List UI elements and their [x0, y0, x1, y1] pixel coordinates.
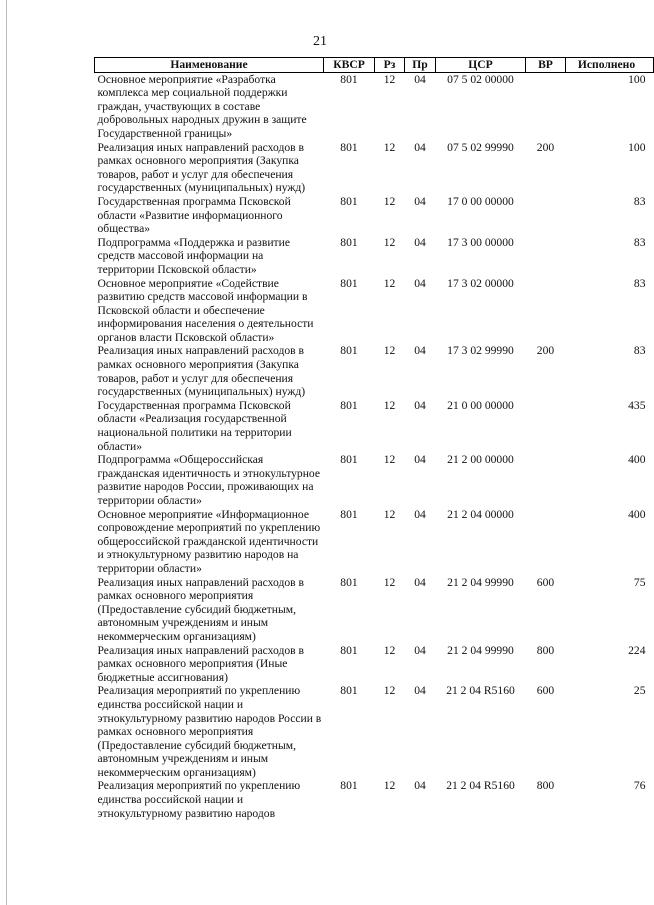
cell-executed: 83: [633, 235, 646, 249]
cell-vr: [526, 277, 566, 345]
cell-name: Реализация иных направлений расходов в рамках основного мероприятия (Закупка товаров, работ и услуг для обеспечения государственных (муниципальных) нужд): [97, 344, 306, 399]
cell-csr: 21 2 04 R5160: [446, 779, 515, 793]
cell-rz: 12: [383, 344, 396, 358]
cell-pr: 04: [414, 276, 426, 290]
col-header-pr: Пр: [405, 58, 436, 73]
cell-rz: 12: [383, 276, 396, 290]
table-row: [95, 779, 654, 820]
cell-vr: [526, 236, 566, 277]
header-row: [95, 58, 654, 73]
table-row: [95, 684, 654, 779]
cell-executed: 25: [633, 684, 646, 698]
cell-pr: 04: [414, 643, 426, 657]
cell-pr: 04: [414, 398, 426, 412]
cell-vr: [526, 195, 566, 236]
cell-pr: 04: [414, 235, 426, 249]
cell-csr: 17 3 00 00000: [447, 235, 514, 249]
cell-csr: 07 5 02 99990: [447, 140, 514, 154]
table-row: [95, 72, 654, 140]
cell-executed: 400: [628, 507, 646, 521]
table-row: [95, 344, 654, 398]
cell-name: Государственная программа Псковской области «Реализация государственной национальной политики на территории области»: [97, 398, 292, 453]
cell-rz: 12: [383, 72, 396, 86]
cell-executed: 83: [633, 194, 646, 208]
cell-rz: 12: [383, 453, 396, 467]
cell-executed: 400: [628, 453, 646, 467]
cell-pr: 04: [414, 684, 426, 698]
cell-name: Реализация мероприятий по укреплению единства российской нации и этнокультурному развитию народов: [97, 779, 301, 820]
cell-rz: 12: [383, 684, 396, 698]
cell-name: Основное мероприятие «Содействие развитию средств массовой информации в Псковской области и обеспечение информирования населения о деятельности органов власти Псковской области»: [97, 276, 314, 344]
cell-name: Подпрограмма «Поддержка и развитие средств массовой информации на территории Псковской области»: [97, 235, 290, 276]
cell-csr: 07 5 02 00000: [447, 72, 514, 86]
cell-kvsr: 801: [340, 194, 358, 208]
cell-rz: 12: [383, 398, 396, 412]
cell-rz: 12: [383, 643, 396, 657]
col-header-vr: ВР: [526, 58, 566, 73]
cell-rz: 12: [383, 507, 396, 521]
cell-csr: 21 2 04 99990: [447, 575, 514, 589]
cell-executed: 83: [633, 276, 646, 290]
cell-kvsr: 801: [340, 684, 358, 698]
cell-pr: 04: [414, 575, 426, 589]
cell-csr: 21 0 00 00000: [447, 398, 514, 412]
scan-edge-mark: [6, 0, 7, 905]
cell-name: Реализация иных направлений расходов в рамках основного мероприятия (Закупка товаров, работ и услуг для обеспечения государственных (муниципальных) нужд): [97, 140, 306, 195]
cell-executed: 75: [633, 575, 646, 589]
cell-executed: 224: [628, 643, 646, 657]
cell-name: Подпрограмма «Общероссийская гражданская идентичность и этнокультурное развитие народов России, проживающих на территории области»: [97, 453, 321, 507]
cell-name: Основное мероприятие «Разработка комплекса мер социальной поддержки граждан, участвующих в составе добровольных народных дружин в защите Государственной границы»: [97, 72, 307, 140]
page-number: 21: [313, 34, 327, 49]
cell-vr: [526, 453, 566, 507]
cell-executed: 100: [628, 140, 646, 154]
cell-executed: 83: [633, 344, 646, 358]
cell-kvsr: 801: [340, 344, 358, 358]
col-header-kvsr: КВСР: [324, 58, 375, 73]
cell-vr: [526, 508, 566, 576]
cell-kvsr: 801: [340, 453, 358, 467]
cell-csr: 17 3 02 99990: [447, 344, 514, 358]
cell-rz: 12: [383, 194, 396, 208]
table-row: [95, 195, 654, 236]
cell-vr: 200: [536, 140, 555, 154]
cell-kvsr: 801: [340, 398, 358, 412]
cell-kvsr: 801: [340, 140, 358, 154]
cell-rz: 12: [383, 235, 396, 249]
table-row: [95, 576, 654, 644]
cell-pr: 04: [414, 194, 426, 208]
cell-pr: 04: [414, 344, 426, 358]
table-row: [95, 508, 654, 576]
cell-vr: 600: [536, 575, 555, 589]
table-body: [95, 72, 654, 820]
cell-executed: 76: [633, 779, 646, 793]
cell-name: Реализация мероприятий по укреплению единства российской нации и этнокультурному развитию народов России в рамках основного мероприятия (Предоставление субсидий бюджетным, автономным учреждениям и иным некоммерческим организациям): [97, 684, 322, 779]
col-header-executed: Исполнено: [566, 58, 654, 73]
cell-kvsr: 801: [340, 507, 358, 521]
cell-vr: [526, 72, 566, 140]
cell-csr: 17 0 00 00000: [447, 194, 514, 208]
cell-kvsr: 801: [340, 235, 358, 249]
table-row: [95, 236, 654, 277]
col-header-name: Наименование: [95, 58, 324, 73]
cell-csr: 21 2 04 R5160: [446, 684, 515, 698]
cell-executed: 100: [628, 72, 646, 86]
cell-name: Реализация иных направлений расходов в рамках основного мероприятия (Предоставление субсидий бюджетным, автономным учреждениям и иным некоммерческим организациям): [97, 575, 304, 643]
col-header-csr: ЦСР: [436, 58, 526, 73]
cell-name: Реализация иных направлений расходов в рамках основного мероприятия (Иные бюджетные ассигнования): [97, 643, 304, 684]
table-row: [95, 141, 654, 195]
cell-name: Государственная программа Псковской области «Развитие информационного общества»: [97, 194, 291, 236]
cell-csr: 17 3 02 00000: [447, 276, 514, 290]
cell-pr: 04: [414, 507, 426, 521]
cell-rz: 12: [383, 140, 396, 154]
table-row: [95, 399, 654, 453]
cell-kvsr: 801: [340, 643, 358, 657]
budget-table: [94, 57, 654, 820]
cell-kvsr: 801: [340, 575, 358, 589]
cell-name: Основное мероприятие «Информационное сопровождение мероприятий по укреплению общероссийской гражданской идентичности и этнокультурному развитию народов на территории области»: [97, 507, 321, 575]
table-row: [95, 644, 654, 685]
cell-csr: 21 2 00 00000: [447, 453, 514, 467]
table-row: [95, 277, 654, 345]
cell-vr: 800: [536, 779, 555, 793]
cell-rz: 12: [383, 779, 396, 793]
cell-csr: 21 2 04 00000: [447, 507, 514, 521]
col-header-rz: Рз: [375, 58, 405, 73]
cell-kvsr: 801: [340, 72, 358, 86]
cell-pr: 04: [414, 72, 426, 86]
table-row: [95, 453, 654, 507]
cell-vr: 200: [536, 344, 555, 358]
cell-csr: 21 2 04 99990: [447, 643, 514, 657]
cell-rz: 12: [383, 575, 396, 589]
cell-kvsr: 801: [340, 779, 358, 793]
cell-executed: 435: [628, 398, 646, 412]
cell-kvsr: 801: [340, 276, 358, 290]
cell-pr: 04: [414, 779, 426, 793]
cell-pr: 04: [414, 140, 426, 154]
cell-pr: 04: [414, 453, 426, 467]
cell-vr: 800: [536, 643, 555, 657]
cell-vr: [526, 399, 566, 453]
cell-vr: 600: [536, 684, 555, 698]
